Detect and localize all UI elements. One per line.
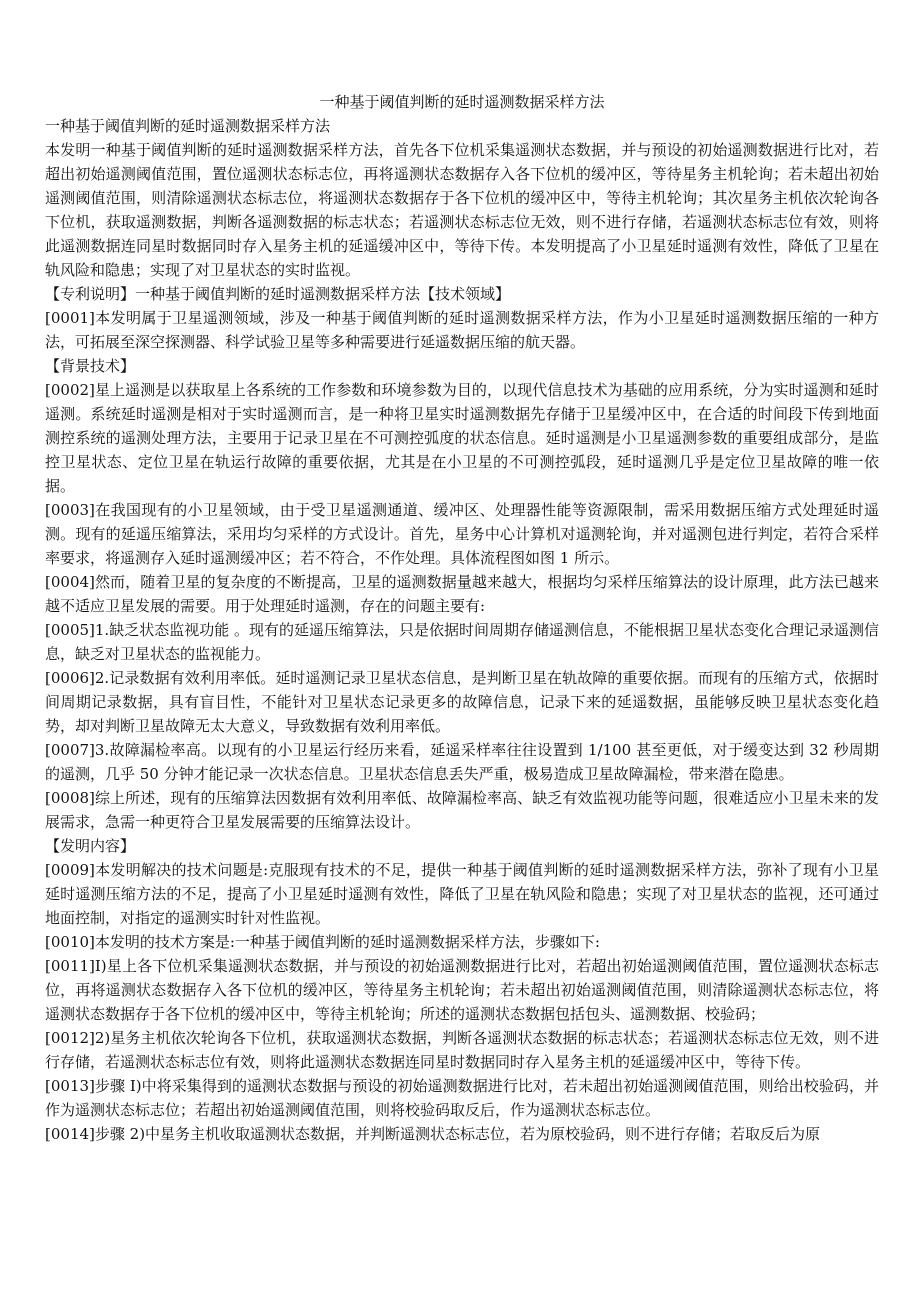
paragraph-0004: [0004]然而，随着卫星的复杂度的不断提高，卫星的遥测数据量越来越大，根据均匀采样压缩算法的设计原理，此方法已越来越不适应卫星发展的需要。用于处理延时遥测，存在的问题主要有: (45, 573, 879, 615)
paragraph-0006: [0006]2.记录数据有效利用率低。延时遥测记录卫星状态信息，是判断卫星在轨故障的重要依据。而现有的压缩方式，依据时间周期记录数据，具有盲目性，不能针对卫星状态记录更多的故障信息，记录下来的延遥数据，虽能够反映卫星状态变化趋势，却对判断卫星故障无太大意义，导致数据有效利用率低。 (45, 669, 879, 735)
paragraph-0008: [0008]综上所述，现有的压缩算法因数据有效利用率低、故障漏检率高、缺乏有效监视功能等问题，很难适应小卫星未来的发展需求，急需一种更符合卫星发展需要的压缩算法设计。 (45, 789, 879, 831)
paragraph-0009: [0009]本发明解决的技术问题是:克服现有技术的不足，提供一种基于阈值判断的延时遥测数据采样方法，弥补了现有小卫星延时遥测压缩方法的不足，提高了小卫星延时遥测有效性，降低了卫星在轨风险和隐患；实现了对卫星状态的监视，还可通过地面控制，对指定的遥测实时针对性监视。 (45, 861, 879, 927)
paragraph-0007: [0007]3.故障漏检率高。以现有的小卫星运行经历来看，延遥采样率往往设置到 1/100 甚至更低，对于缓变达到 32 秒周期的遥测，几乎 50 分钟才能记录一次状态信息。卫星状态信息丢失严重，极易造成卫星故障漏检，带来潜在隐患。 (45, 741, 879, 783)
abstract-paragraph: 本发明一种基于阈值判断的延时遥测数据采样方法，首先各下位机采集遥测状态数据，并与预设的初始遥测数据进行比对，若超出初始遥测阈值范围，置位遥测状态标志位，再将遥测状态数据存入各下位机的缓冲区，等待星务主机轮询；若未超出初始遥测阈值范围，则清除遥测状态标志位，将遥测状态数据存于各下位机的缓冲区中，等待主机轮询；其次星务主机依次轮询各下位机，获取遥测数据，判断各遥测数据的标志状态；若遥测状态标志位无效，则不进行存储，若遥测状态标志位有效，则将此遥测数据连同星时数据同时存入星务主机的延遥缓冲区中，等待下传。本发明提高了小卫星延时遥测有效性，降低了卫星在轨风险和隐患；实现了对卫星状态的实时监视。 (45, 141, 879, 279)
paragraph-0003: [0003]在我国现有的小卫星领域，由于受卫星遥测通道、缓冲区、处理器性能等资源限制，需采用数据压缩方式处理延时遥测。现有的延遥压缩算法，采用均匀采样的方式设计。首先，星务中心计算机对遥测轮询，并对遥测包进行判定，若符合采样率要求，将遥测存入延时遥测缓冲区；若不符合，不作处理。具体流程图如图 1 所示。 (45, 501, 879, 567)
paragraph-0001: [0001]本发明属于卫星遥测领域，涉及一种基于阈值判断的延时遥测数据采样方法，作为小卫星延时遥测数据压缩的一种方法，可拓展至深空探测器、科学试验卫星等多种需要进行延遥数据压缩的航天器。 (45, 309, 879, 351)
document-subtitle: 一种基于阈值判断的延时遥测数据采样方法 (45, 117, 331, 135)
paragraph-0013: [0013]步骤 I)中将采集得到的遥测状态数据与预设的初始遥测数据进行比对，若未超出初始遥测阈值范围，则给出校验码，并作为遥测状态标志位；若超出初始遥测阈值范围，则将校验码取反后，作为遥测状态标志位。 (45, 1077, 879, 1119)
section-heading-summary: 【发明内容】 (45, 837, 136, 855)
section-heading-background: 【背景技术】 (45, 357, 136, 375)
paragraph-0005: [0005]1.缺乏状态监视功能 。现有的延遥压缩算法，只是依据时间周期存储遥测信息，不能根据卫星状态变化合理记录遥测信息，缺乏对卫星状态的监视能力。 (45, 621, 879, 663)
paragraph-0011: [0011]I)星上各下位机采集遥测状态数据，并与预设的初始遥测数据进行比对，若超出初始遥测阈值范围，置位遥测状态标志位，再将遥测状态数据存入各下位机的缓冲区，等待星务主机轮询；若未超出初始遥测阈值范围，则清除遥测状态标志位，将遥测状态数据存于各下位机的缓冲区中，等待主机轮询；所述的遥测状态数据包括包头、遥测数据、校验码； (45, 957, 879, 1023)
section-heading-technical-field: 【专利说明】一种基于阈值判断的延时遥测数据采样方法【技术领域】 (45, 285, 511, 303)
paragraph-0012: [0012]2)星务主机依次轮询各下位机，获取遥测状态数据，判断各遥测状态数据的标志状态；若遥测状态标志位无效，则不进行存储，若遥测状态标志位有效，则将此遥测状态数据连同星时数据同时存入星务主机的延遥缓冲区中，等待下传。 (45, 1029, 879, 1071)
document-title: 一种基于阈值判断的延时遥测数据采样方法 (319, 93, 605, 111)
paragraph-0002: [0002]星上遥测是以获取星上各系统的工作参数和环境参数为目的，以现代信息技术为基础的应用系统，分为实时遥测和延时遥测。系统延时遥测是相对于实时遥测而言，是一种将卫星实时遥测数据先存储于卫星缓冲区中，在合适的时间段下传到地面测控系统的遥测处理方法，主要用于记录卫星在不可测控弧度的状态信息。延时遥测是小卫星遥测参数的重要组成部分，是监控卫星状态、定位卫星在轨运行故障的重要依据，尤其是在小卫星的不可测控弧段，延时遥测几乎是定位卫星故障的唯一依据。 (45, 381, 879, 495)
paragraph-0014: [0014]步骤 2)中星务主机收取遥测状态数据，并判断遥测状态标志位，若为原校验码，则不进行存储；若取反后为原 (45, 1125, 821, 1143)
paragraph-0010: [0010]本发明的技术方案是:一种基于阈值判断的延时遥测数据采样方法，步骤如下: (45, 933, 600, 951)
document-page (45, 90, 879, 1146)
